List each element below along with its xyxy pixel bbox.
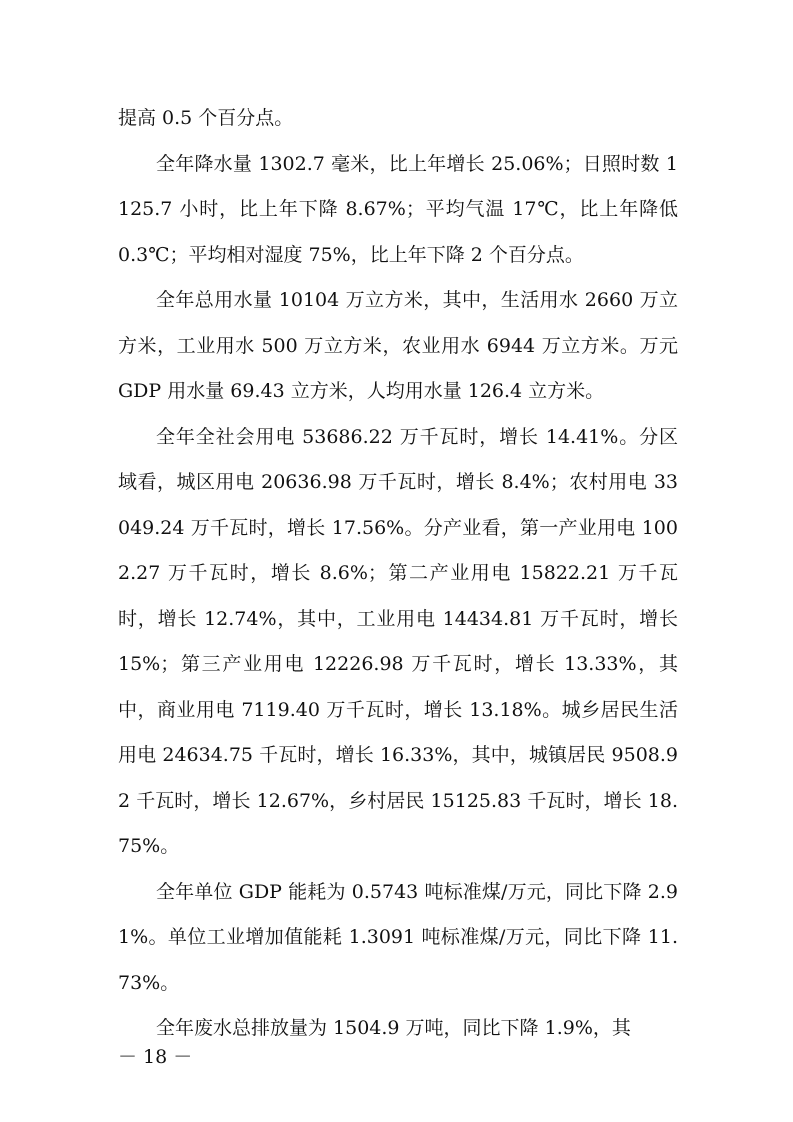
paragraph-electricity: 全年全社会用电 53686.22 万千瓦时，增长 14.41%。分区域看，城区用电 20636.98 万千瓦时，增长 8.4%；农村用电 33049.24 万千瓦时，增长 17.56%。分产业看，第一产业用电 1002.27 万千瓦时，增长 8.6%；第二产业用电 15822.21 万千瓦时，增长 12.74%，其中，工业用电 14434.81 万千瓦时，增长 15%；第三产业用电 12226.98 万千瓦时，增长 13.33%，其中，商业用电 7119.40 万千瓦时，增长 13.18%。城乡居民生活用电 24634.75 千瓦时，增长 16.33%，其中，城镇居民 9508.92 千瓦时，增长 12.67%，乡村居民 15125.83 千瓦时，增长 18.75%。	[118, 425, 678, 857]
paragraph-energy-consumption: 全年单位 GDP 能耗为 0.5743 吨标准煤/万元，同比下降 2.91%。单位工业增加值能耗 1.3091 吨标准煤/万元，同比下降 11.73%。	[118, 880, 678, 994]
paragraph-water-use: 全年总用水量 10104 万立方米，其中，生活用水 2660 万立方米，工业用水 500 万立方米，农业用水 6944 万立方米。万元 GDP 用水量 69.43 立方米，人均用水量 126.4 立方米。	[118, 289, 678, 402]
paragraph-continuation: 提高 0.5 个百分点。	[118, 107, 294, 129]
paragraph-wastewater: 全年废水总排放量为 1504.9 万吨，同比下降 1.9%，其	[156, 1017, 631, 1039]
page-number: － 18 －	[118, 1046, 193, 1068]
body-text	[118, 96, 678, 1052]
paragraph-weather: 全年降水量 1302.7 毫米，比上年增长 25.06%；日照时数 1125.7 小时，比上年下降 8.67%；平均气温 17℃，比上年降低 0.3℃；平均相对湿度 75%，比上年下降 2 个百分点。	[118, 152, 678, 266]
